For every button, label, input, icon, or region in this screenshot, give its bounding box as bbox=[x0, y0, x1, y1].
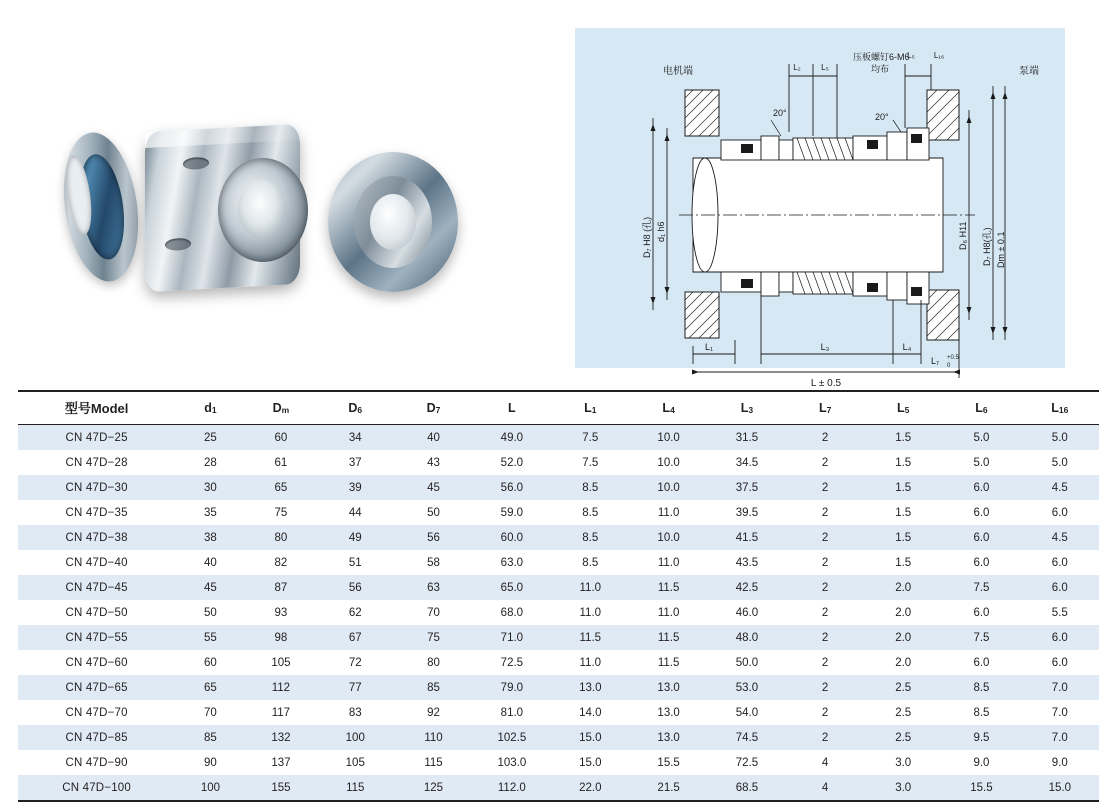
cell-value: 49 bbox=[316, 525, 394, 550]
table-row bbox=[18, 750, 1099, 775]
cell-value: 2 bbox=[786, 675, 864, 700]
cell-value: 35 bbox=[204, 506, 217, 519]
cell-value: 132 bbox=[246, 725, 316, 750]
cell-value: 6.0 bbox=[942, 525, 1020, 550]
dim-L-total: L ± 0.5 bbox=[810, 378, 842, 389]
cell-value: 112 bbox=[246, 675, 316, 700]
cell-value: 87 bbox=[246, 575, 316, 600]
cell-value: 8.5 bbox=[973, 706, 990, 719]
cell-model: CN 47D−40 bbox=[65, 556, 128, 569]
dim-L7-tol-lower: 0 bbox=[947, 363, 951, 369]
cell-value: 85 bbox=[175, 725, 245, 750]
dim-L7-tol-upper: +0.5 bbox=[947, 355, 959, 361]
table-row bbox=[18, 650, 1099, 675]
col-header-L7: L7 bbox=[786, 391, 864, 425]
cell-value: 93 bbox=[274, 606, 288, 619]
cell-value: 31.5 bbox=[708, 425, 786, 451]
cell-value: 44 bbox=[348, 506, 362, 519]
col-header-L4: L4 bbox=[629, 391, 707, 425]
dim-L16: L₁₆ bbox=[933, 51, 945, 60]
technical-drawing bbox=[575, 28, 1065, 389]
cell-value: 5.0 bbox=[1051, 456, 1068, 469]
cell-value: 25 bbox=[175, 425, 245, 451]
cell-value: 2 bbox=[786, 625, 864, 650]
cell-value: 6.0 bbox=[973, 506, 990, 519]
body-slot bbox=[165, 238, 191, 251]
cell-value: 10.0 bbox=[629, 475, 707, 500]
col-header-model-text: 型号Model bbox=[64, 401, 129, 416]
cell-value: 52.0 bbox=[500, 456, 524, 469]
table-header-row bbox=[18, 391, 1099, 425]
cell-value: 2.0 bbox=[864, 575, 942, 600]
cell-value: 15.0 bbox=[551, 725, 629, 750]
cell-value: 7.0 bbox=[1051, 706, 1068, 719]
cell-value: 42.5 bbox=[708, 575, 786, 600]
cell-value: 110 bbox=[394, 725, 472, 750]
label-pump-end: 泵端 bbox=[1019, 66, 1039, 77]
cell-value: 2 bbox=[786, 475, 864, 500]
cell-value: 21.5 bbox=[629, 775, 707, 801]
table-row bbox=[18, 625, 1099, 650]
cell-value: 59.0 bbox=[500, 506, 524, 519]
cell-value: 1.5 bbox=[864, 425, 942, 451]
cell-value: 1.5 bbox=[895, 506, 912, 519]
cell-value: 11.0 bbox=[657, 606, 680, 619]
cell-value: 8.5 bbox=[582, 556, 599, 569]
dim-Dm: Dm ± 0.1 bbox=[996, 231, 1006, 268]
cell-model: CN 47D−65 bbox=[18, 675, 175, 700]
seal-ring-right-inner bbox=[354, 176, 432, 268]
cell-value: 34.5 bbox=[735, 456, 759, 469]
cell-value: 74.5 bbox=[708, 725, 786, 750]
cell-value: 11.0 bbox=[657, 556, 680, 569]
cell-value: 8.5 bbox=[551, 525, 629, 550]
cell-value: 83 bbox=[348, 706, 362, 719]
cell-value: 1.5 bbox=[864, 475, 942, 500]
cell-value: 1.5 bbox=[895, 556, 912, 569]
label-even-distribution: 均布 bbox=[871, 64, 890, 74]
cell-value: 100 bbox=[175, 775, 245, 801]
cell-value: 115 bbox=[424, 756, 443, 769]
cell-value: 22.0 bbox=[551, 775, 629, 801]
cell-value: 49.0 bbox=[473, 425, 552, 451]
dim-L5-right: L₅ bbox=[907, 51, 915, 60]
col-header-Dm: Dm bbox=[246, 391, 316, 425]
cell-value: 11.5 bbox=[657, 656, 680, 669]
cell-value: 11.0 bbox=[551, 575, 629, 600]
cell-value: 72.5 bbox=[735, 756, 759, 769]
cell-value: 10.0 bbox=[657, 456, 680, 469]
table-row bbox=[18, 475, 1099, 500]
cell-value: 11.5 bbox=[551, 625, 629, 650]
cell-value: 62 bbox=[348, 606, 362, 619]
cell-value: 13.0 bbox=[629, 675, 707, 700]
cell-value: 63.0 bbox=[500, 556, 524, 569]
label-plate-screw: 压板螺钉6-M6 bbox=[853, 52, 910, 62]
cell-value: 50 bbox=[204, 606, 217, 619]
cell-value: 40 bbox=[394, 425, 472, 451]
cross-section-svg bbox=[575, 28, 1065, 389]
cell-value: 51 bbox=[348, 556, 362, 569]
cell-value: 13.0 bbox=[551, 675, 629, 700]
cell-value: 5.0 bbox=[1021, 425, 1099, 451]
cell-value: 6.0 bbox=[942, 475, 1020, 500]
cell-value: 1.5 bbox=[895, 456, 912, 469]
cell-value: 65.0 bbox=[473, 575, 552, 600]
cell-value: 8.5 bbox=[942, 675, 1020, 700]
cell-value: 90 bbox=[204, 756, 217, 769]
cell-value: 13.0 bbox=[657, 706, 680, 719]
cell-value: 2.5 bbox=[864, 675, 942, 700]
cell-value: 4 bbox=[821, 756, 829, 769]
cell-value: 28 bbox=[204, 456, 217, 469]
cell-value: 115 bbox=[316, 775, 394, 801]
cell-value: 45 bbox=[394, 475, 472, 500]
table-row bbox=[18, 425, 1099, 451]
cell-value: 4.5 bbox=[1021, 475, 1099, 500]
cell-value: 2.0 bbox=[895, 656, 912, 669]
table-header bbox=[18, 391, 1099, 425]
cell-value: 117 bbox=[271, 706, 291, 719]
cell-value: 125 bbox=[394, 775, 472, 801]
cell-value: 45 bbox=[175, 575, 245, 600]
cell-value: 112.0 bbox=[473, 775, 552, 801]
cell-value: 3.0 bbox=[864, 775, 942, 801]
dim-L3: L₃ bbox=[820, 342, 830, 352]
cell-value: 2.5 bbox=[895, 706, 912, 719]
cell-value: 54.0 bbox=[735, 706, 759, 719]
cell-model: CN 47D−50 bbox=[65, 606, 128, 619]
cell-value: 60 bbox=[204, 656, 217, 669]
cell-value: 67 bbox=[316, 625, 394, 650]
dim-D7-H8-left: D₇ H8 (孔) bbox=[642, 216, 652, 258]
cell-value: 105 bbox=[271, 656, 291, 669]
cell-value: 39 bbox=[316, 475, 394, 500]
cell-value: 103.0 bbox=[497, 756, 527, 769]
cell-value: 6.0 bbox=[1051, 506, 1068, 519]
table-row bbox=[18, 575, 1099, 600]
cell-value: 11.0 bbox=[579, 656, 602, 669]
cell-value: 41.5 bbox=[708, 525, 786, 550]
cell-model: CN 47D−38 bbox=[18, 525, 175, 550]
cell-value: 39.5 bbox=[735, 506, 759, 519]
seal-ring-left bbox=[55, 128, 147, 287]
cell-value: 2 bbox=[821, 456, 829, 469]
cell-value: 155 bbox=[246, 775, 316, 801]
cell-value: 72.5 bbox=[500, 656, 524, 669]
cell-value: 2.0 bbox=[895, 606, 912, 619]
col-header-L6: L6 bbox=[942, 391, 1020, 425]
dim-L7: L₇ bbox=[931, 356, 940, 366]
cell-value: 85 bbox=[394, 675, 472, 700]
cell-value: 63 bbox=[394, 575, 472, 600]
dim-D6-H11: D₆ H11 bbox=[958, 221, 968, 250]
cell-value: 38 bbox=[175, 525, 245, 550]
cell-value: 11.5 bbox=[629, 625, 707, 650]
table-row bbox=[18, 675, 1099, 700]
cell-value: 9.5 bbox=[942, 725, 1020, 750]
cell-value: 11.0 bbox=[657, 506, 680, 519]
cell-value: 15.5 bbox=[942, 775, 1020, 801]
cell-value: 55 bbox=[175, 625, 245, 650]
cell-value: 102.5 bbox=[473, 725, 552, 750]
cell-value: 7.5 bbox=[582, 456, 599, 469]
cell-value: 48.0 bbox=[708, 625, 786, 650]
cell-value: 2 bbox=[821, 506, 829, 519]
cell-value: 75 bbox=[274, 506, 288, 519]
cell-value: 34 bbox=[316, 425, 394, 451]
cell-model: CN 47D−30 bbox=[18, 475, 175, 500]
cell-value: 15.0 bbox=[1021, 775, 1099, 801]
cell-value: 80 bbox=[246, 525, 316, 550]
col-header-L5: L5 bbox=[864, 391, 942, 425]
spec-table-wrap bbox=[18, 390, 1099, 802]
cell-value: 43 bbox=[427, 456, 440, 469]
body-slot bbox=[183, 157, 209, 170]
label-angle-left: 20° bbox=[773, 108, 787, 118]
cell-value: 6.0 bbox=[1051, 556, 1068, 569]
cell-value: 81.0 bbox=[500, 706, 524, 719]
cell-value: 15.0 bbox=[579, 756, 602, 769]
cell-value: 8.5 bbox=[582, 506, 599, 519]
cell-value: 8.5 bbox=[551, 475, 629, 500]
cell-value: 98 bbox=[246, 625, 316, 650]
specification-table bbox=[18, 390, 1099, 802]
cell-value: 70 bbox=[204, 706, 217, 719]
cell-value: 92 bbox=[427, 706, 440, 719]
cell-model: CN 47D−90 bbox=[65, 756, 128, 769]
dim-L1: L₁ bbox=[704, 342, 714, 352]
cell-value: 70 bbox=[427, 606, 440, 619]
dim-L4: L₄ bbox=[902, 342, 912, 352]
label-angle-right: 20° bbox=[875, 112, 889, 122]
cell-value: 72 bbox=[348, 656, 362, 669]
cell-value: 6.0 bbox=[1021, 625, 1099, 650]
cell-model: CN 47D−70 bbox=[65, 706, 128, 719]
cell-value: 7.0 bbox=[1021, 725, 1099, 750]
cell-value: 1.5 bbox=[864, 525, 942, 550]
cell-value: 80 bbox=[427, 656, 440, 669]
table-body bbox=[18, 425, 1099, 802]
product-photo bbox=[40, 120, 520, 320]
cell-value: 68.5 bbox=[708, 775, 786, 801]
cell-value: 6.0 bbox=[1021, 575, 1099, 600]
seal-body-bore bbox=[218, 158, 308, 262]
cell-value: 37.5 bbox=[708, 475, 786, 500]
col-header-L16: L16 bbox=[1021, 391, 1099, 425]
cell-model: CN 47D−28 bbox=[65, 456, 128, 469]
cell-value: 105 bbox=[345, 756, 365, 769]
top-illustration-area bbox=[0, 0, 1117, 389]
cell-value: 137 bbox=[271, 756, 291, 769]
cell-value: 5.5 bbox=[1051, 606, 1068, 619]
cell-value: 2 bbox=[786, 575, 864, 600]
cell-value: 50 bbox=[427, 506, 440, 519]
table-row bbox=[18, 525, 1099, 550]
cell-value: 2 bbox=[821, 556, 829, 569]
cell-model: CN 47D−25 bbox=[18, 425, 175, 451]
cell-value: 68.0 bbox=[500, 606, 524, 619]
dim-L2: L₂ bbox=[793, 63, 801, 72]
col-header-D6: D6 bbox=[316, 391, 394, 425]
cell-value: 46.0 bbox=[735, 606, 759, 619]
cell-value: 2 bbox=[821, 706, 829, 719]
col-header-L1: L1 bbox=[551, 391, 629, 425]
cell-value: 6.0 bbox=[1051, 656, 1068, 669]
cell-value: 3.0 bbox=[895, 756, 912, 769]
col-header-L: L bbox=[473, 391, 552, 425]
table-row bbox=[18, 700, 1099, 725]
cell-value: 14.0 bbox=[579, 706, 602, 719]
cell-value: 50.0 bbox=[735, 656, 759, 669]
cell-value: 4 bbox=[786, 775, 864, 801]
cell-value: 37 bbox=[348, 456, 362, 469]
cell-value: 82 bbox=[274, 556, 288, 569]
cell-value: 11.0 bbox=[579, 606, 602, 619]
col-header-d1: d1 bbox=[175, 391, 245, 425]
cell-value: 56.0 bbox=[473, 475, 552, 500]
cell-value: 77 bbox=[316, 675, 394, 700]
cell-value: 58 bbox=[427, 556, 440, 569]
cell-value: 10.0 bbox=[629, 425, 707, 451]
cell-value: 61 bbox=[274, 456, 288, 469]
col-header-L3: L3 bbox=[708, 391, 786, 425]
cell-value: 65 bbox=[175, 675, 245, 700]
cell-value: 7.5 bbox=[942, 575, 1020, 600]
cell-value: 2 bbox=[786, 525, 864, 550]
cell-value: 15.5 bbox=[657, 756, 680, 769]
dim-D7-H8-right: D₇ H8(孔) bbox=[982, 227, 992, 266]
cell-value: 2 bbox=[786, 725, 864, 750]
cell-value: 6.0 bbox=[973, 656, 990, 669]
cell-value: 2 bbox=[821, 656, 829, 669]
cell-value: 2 bbox=[786, 425, 864, 451]
cell-value: 100 bbox=[316, 725, 394, 750]
table-row bbox=[18, 775, 1099, 801]
table-row bbox=[18, 450, 1099, 475]
dim-L5-top: L₅ bbox=[821, 63, 829, 72]
table-row bbox=[18, 500, 1099, 525]
table-row bbox=[18, 550, 1099, 575]
cell-value: 65 bbox=[246, 475, 316, 500]
cell-value: 56 bbox=[316, 575, 394, 600]
cell-value: 40 bbox=[204, 556, 217, 569]
table-row bbox=[18, 600, 1099, 625]
cell-value: 75 bbox=[394, 625, 472, 650]
cell-value: 5.0 bbox=[973, 456, 990, 469]
cell-value: 30 bbox=[175, 475, 245, 500]
table-row bbox=[18, 725, 1099, 750]
cell-value: 11.5 bbox=[629, 575, 707, 600]
cell-value: 13.0 bbox=[629, 725, 707, 750]
dim-d1-h6: d₁ h6 bbox=[656, 221, 666, 242]
cell-model: CN 47D−55 bbox=[18, 625, 175, 650]
cell-value: 53.0 bbox=[708, 675, 786, 700]
cell-value: 5.0 bbox=[942, 425, 1020, 451]
cell-value: 2 bbox=[821, 606, 829, 619]
cell-value: 7.5 bbox=[942, 625, 1020, 650]
cell-value: 56 bbox=[394, 525, 472, 550]
cell-value: 2.0 bbox=[864, 625, 942, 650]
cell-model: CN 47D−100 bbox=[18, 775, 175, 801]
col-header-D7: D7 bbox=[394, 391, 472, 425]
cell-model: CN 47D−45 bbox=[18, 575, 175, 600]
cell-model: CN 47D−35 bbox=[65, 506, 128, 519]
cell-value: 71.0 bbox=[473, 625, 552, 650]
label-motor-end: 电机端 bbox=[663, 66, 693, 77]
cell-value: 10.0 bbox=[629, 525, 707, 550]
cell-value: 6.0 bbox=[973, 556, 990, 569]
cell-model: CN 47D−60 bbox=[65, 656, 128, 669]
cell-value: 9.0 bbox=[973, 756, 990, 769]
cell-value: 6.0 bbox=[973, 606, 990, 619]
cell-value: 9.0 bbox=[1051, 756, 1068, 769]
cell-value: 79.0 bbox=[473, 675, 552, 700]
cell-value: 60 bbox=[246, 425, 316, 451]
col-header-model bbox=[18, 391, 175, 425]
cell-value: 7.5 bbox=[551, 425, 629, 451]
cell-value: 43.5 bbox=[735, 556, 759, 569]
cell-value: 60.0 bbox=[473, 525, 552, 550]
cell-value: 7.0 bbox=[1021, 675, 1099, 700]
cell-value: 2.5 bbox=[864, 725, 942, 750]
cell-value: 4.5 bbox=[1021, 525, 1099, 550]
cell-model: CN 47D−85 bbox=[18, 725, 175, 750]
